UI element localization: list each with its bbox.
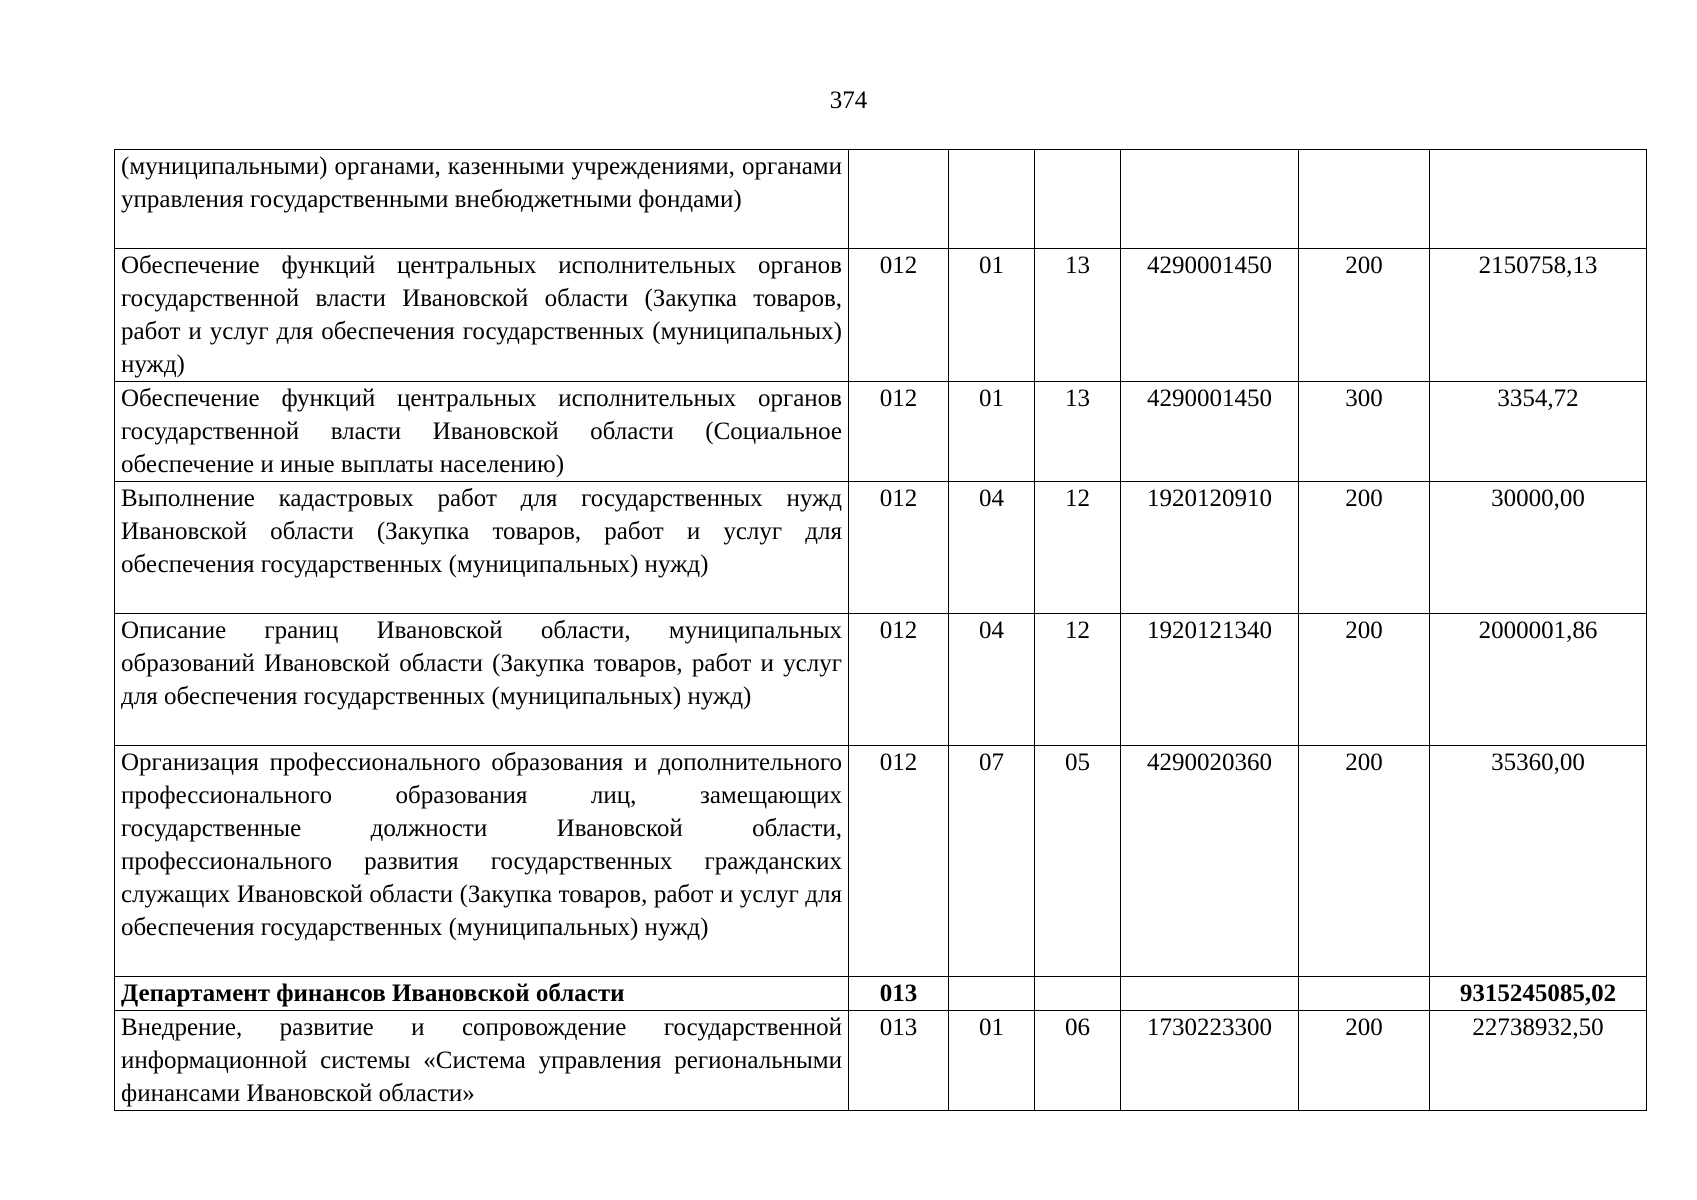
row-description: (муниципальными) органами, казенными учреждениями, органами управления государственными внебюджетными фондами) [115, 150, 849, 249]
ministry-code: 012 [849, 382, 949, 482]
ministry-code: 013 [849, 1011, 949, 1111]
row-description-text: Внедрение, развитие и сопровождение государственной информационной системы «Система управления региональными финансами Ивановской области» [121, 1014, 842, 1107]
row-description: Выполнение кадастровых работ для государственных нужд Ивановской области (Закупка товаров, работ и услуг для обеспечения государственных (муниципальных) нужд) [115, 482, 849, 614]
expense-type-code: 200 [1299, 614, 1430, 746]
page-number: 374 [829, 87, 868, 114]
expense-type-code [1299, 977, 1430, 1011]
expense-type-code: 200 [1299, 746, 1430, 977]
table-row [115, 1011, 1647, 1111]
target-article-code [1121, 150, 1299, 249]
subsection-code: 06 [1035, 1011, 1121, 1111]
section-code: 01 [949, 249, 1035, 382]
subsection-code: 05 [1035, 746, 1121, 977]
section-code: 01 [949, 382, 1035, 482]
amount: 22738932,50 [1430, 1011, 1647, 1111]
section-code: 04 [949, 614, 1035, 746]
budget-table [114, 149, 1647, 1111]
ministry-code: 013 [849, 977, 949, 1011]
section-code: 04 [949, 482, 1035, 614]
target-article-code: 4290001450 [1121, 249, 1299, 382]
subsection-code: 13 [1035, 382, 1121, 482]
target-article-code: 4290001450 [1121, 382, 1299, 482]
target-article-code: 1920121340 [1121, 614, 1299, 746]
expense-type-code [1299, 150, 1430, 249]
department-name: Департамент финансов Ивановской области [115, 977, 849, 1011]
table-row [115, 614, 1647, 746]
subsection-code: 12 [1035, 482, 1121, 614]
table-row-department [115, 977, 1647, 1011]
ministry-code: 012 [849, 746, 949, 977]
department-total-amount: 9315245085,02 [1430, 977, 1647, 1011]
table-row [115, 382, 1647, 482]
row-description: Обеспечение функций центральных исполнительных органов государственной власти Ивановской области (Закупка товаров, работ и услуг для обеспечения государственных (муниципальных) нужд) [115, 249, 849, 382]
ministry-code: 012 [849, 614, 949, 746]
subsection-code: 13 [1035, 249, 1121, 382]
expense-type-code: 300 [1299, 382, 1430, 482]
row-description: Описание границ Ивановской области, муниципальных образований Ивановской области (Закупка товаров, работ и услуг для обеспечения государственных (муниципальных) нужд) [115, 614, 849, 746]
table-row [115, 249, 1647, 382]
target-article-code: 1920120910 [1121, 482, 1299, 614]
amount: 3354,72 [1430, 382, 1647, 482]
section-code: 07 [949, 746, 1035, 977]
target-article-code: 1730223300 [1121, 1011, 1299, 1111]
ministry-code: 012 [849, 249, 949, 382]
expense-type-code: 200 [1299, 249, 1430, 382]
expense-type-code: 200 [1299, 1011, 1430, 1111]
row-description: Организация профессионального образования и дополнительного профессионального образования лиц, замещающих государственные должности Ивановской области, профессионального развития государственных гражданских служащих Ивановской области (Закупка товаров, работ и услуг для обеспечения государственных (муниципальных) нужд) [115, 746, 849, 977]
target-article-code [1121, 977, 1299, 1011]
expense-type-code: 200 [1299, 482, 1430, 614]
section-code [949, 977, 1035, 1011]
amount: 2150758,13 [1430, 249, 1647, 382]
amount: 2000001,86 [1430, 614, 1647, 746]
amount [1430, 150, 1647, 249]
table-row [115, 150, 1647, 249]
amount: 30000,00 [1430, 482, 1647, 614]
table-row [115, 746, 1647, 977]
amount: 35360,00 [1430, 746, 1647, 977]
target-article-code: 4290020360 [1121, 746, 1299, 977]
subsection-code [1035, 977, 1121, 1011]
ministry-code: 012 [849, 482, 949, 614]
row-description: Обеспечение функций центральных исполнительных органов государственной власти Ивановской области (Социальное обеспечение и иные выплаты населению) [115, 382, 849, 482]
subsection-code [1035, 150, 1121, 249]
section-code: 01 [949, 1011, 1035, 1111]
section-code [949, 150, 1035, 249]
table-row [115, 482, 1647, 614]
row-description [115, 1011, 849, 1111]
ministry-code [849, 150, 949, 249]
subsection-code: 12 [1035, 614, 1121, 746]
